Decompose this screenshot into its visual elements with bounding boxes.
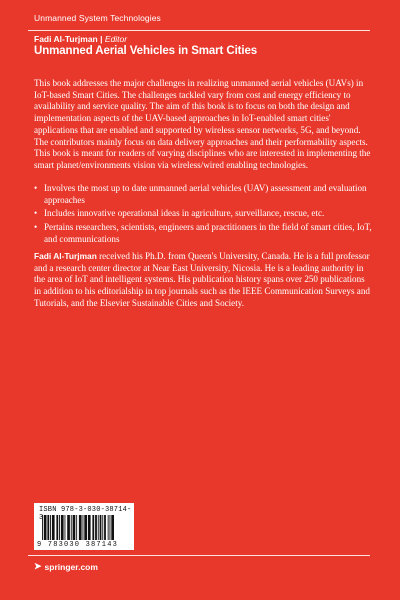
isbn-barcode bbox=[34, 503, 134, 550]
barcode-bar bbox=[65, 515, 66, 540]
barcode-bar bbox=[111, 515, 114, 540]
barcode-bar bbox=[79, 515, 82, 540]
barcode-bar bbox=[67, 515, 70, 540]
barcode-bar bbox=[59, 515, 60, 540]
barcode-bar bbox=[95, 515, 97, 540]
barcode-bar bbox=[73, 515, 76, 540]
series-name: Unmanned System Technologies bbox=[34, 13, 161, 23]
isbn-number: ISBN 978-3-030-38714-3 bbox=[39, 506, 132, 522]
top-divider bbox=[28, 30, 370, 31]
barcode-bar bbox=[50, 515, 51, 540]
barcode-bar bbox=[52, 515, 55, 540]
barcode-bar bbox=[56, 515, 58, 540]
feature-bullet: • Pertains researchers, scientists, engineers and practitioners in the field of smart cities, IoT, and communications bbox=[34, 222, 372, 245]
barcode-bar bbox=[98, 515, 99, 540]
publisher-link[interactable] bbox=[34, 561, 98, 572]
editor-separator: | bbox=[100, 34, 105, 44]
barcode-bar bbox=[92, 515, 94, 540]
barcode-bar bbox=[83, 515, 84, 540]
barcode-bar bbox=[104, 515, 106, 540]
barcode-bar bbox=[84, 515, 87, 540]
barcode-bar bbox=[44, 515, 47, 540]
feature-bullets bbox=[34, 183, 372, 248]
barcode-bar bbox=[42, 515, 43, 540]
barcode-bar bbox=[76, 515, 77, 540]
barcode-digits: 9 783030 387143 bbox=[37, 541, 119, 549]
editor-bio bbox=[34, 251, 372, 310]
chevron-right-icon: ➤ bbox=[34, 561, 42, 571]
barcode-bars bbox=[42, 515, 128, 540]
publisher-url: springer.com bbox=[44, 561, 98, 572]
feature-bullet: • Includes innovative operational ideas in agriculture, surveillance, rescue, etc. bbox=[34, 208, 372, 220]
barcode-bar bbox=[61, 515, 64, 540]
barcode-bar bbox=[102, 515, 103, 540]
barcode-bar bbox=[71, 515, 72, 540]
bottom-divider bbox=[28, 555, 370, 556]
barcode-bar bbox=[100, 515, 102, 540]
bio-author-name: Fadi Al-Turjman bbox=[34, 251, 97, 261]
feature-bullet: • Involves the most up to date unmanned aerial vehicles (UAV) assessment and evaluation approaches bbox=[34, 183, 372, 206]
barcode-bar bbox=[108, 515, 109, 540]
editor-line bbox=[34, 34, 127, 44]
bio-text: received his Ph.D. from Queen's University, Canada. He is a full professor and a research center director at Near East University, Nicosia. He is a leading authority in the area of IoT and intelligent systems. His publication history spans over 250 publications in addition to his editorialship in top journals such as the IEEE Communication Surveys and Tutorials, and the Elsevier Sustainable Cities and Society. bbox=[34, 251, 370, 308]
editor-role: Editor bbox=[104, 34, 128, 44]
barcode-bar bbox=[47, 515, 49, 540]
editor-name: Fadi Al-Turjman bbox=[34, 34, 98, 44]
barcode-bar bbox=[110, 515, 111, 540]
book-title: Unmanned Aerial Vehicles in Smart Cities bbox=[34, 45, 258, 57]
book-abstract: This book addresses the major challenges in realizing unmanned aerial vehicles (UAVs) in IoT-based Smart Cities. The challenges tackled vary from cost and energy efficiency to availability and service quality. The aim of this book is to focus on both the design and implementation aspects of the UAV-based approaches in IoT-enabled smart cities' applications that are enabled and supported by wireless sensor networks, 5G, and beyond. The contributors mainly focus on data delivery approaches and their performability aspects. This book is meant for readers of varying disciplines who are interested in implementing the smart planet/environments vision via wireless/wired enabling technologies. bbox=[34, 78, 371, 170]
barcode-bar bbox=[88, 515, 91, 540]
